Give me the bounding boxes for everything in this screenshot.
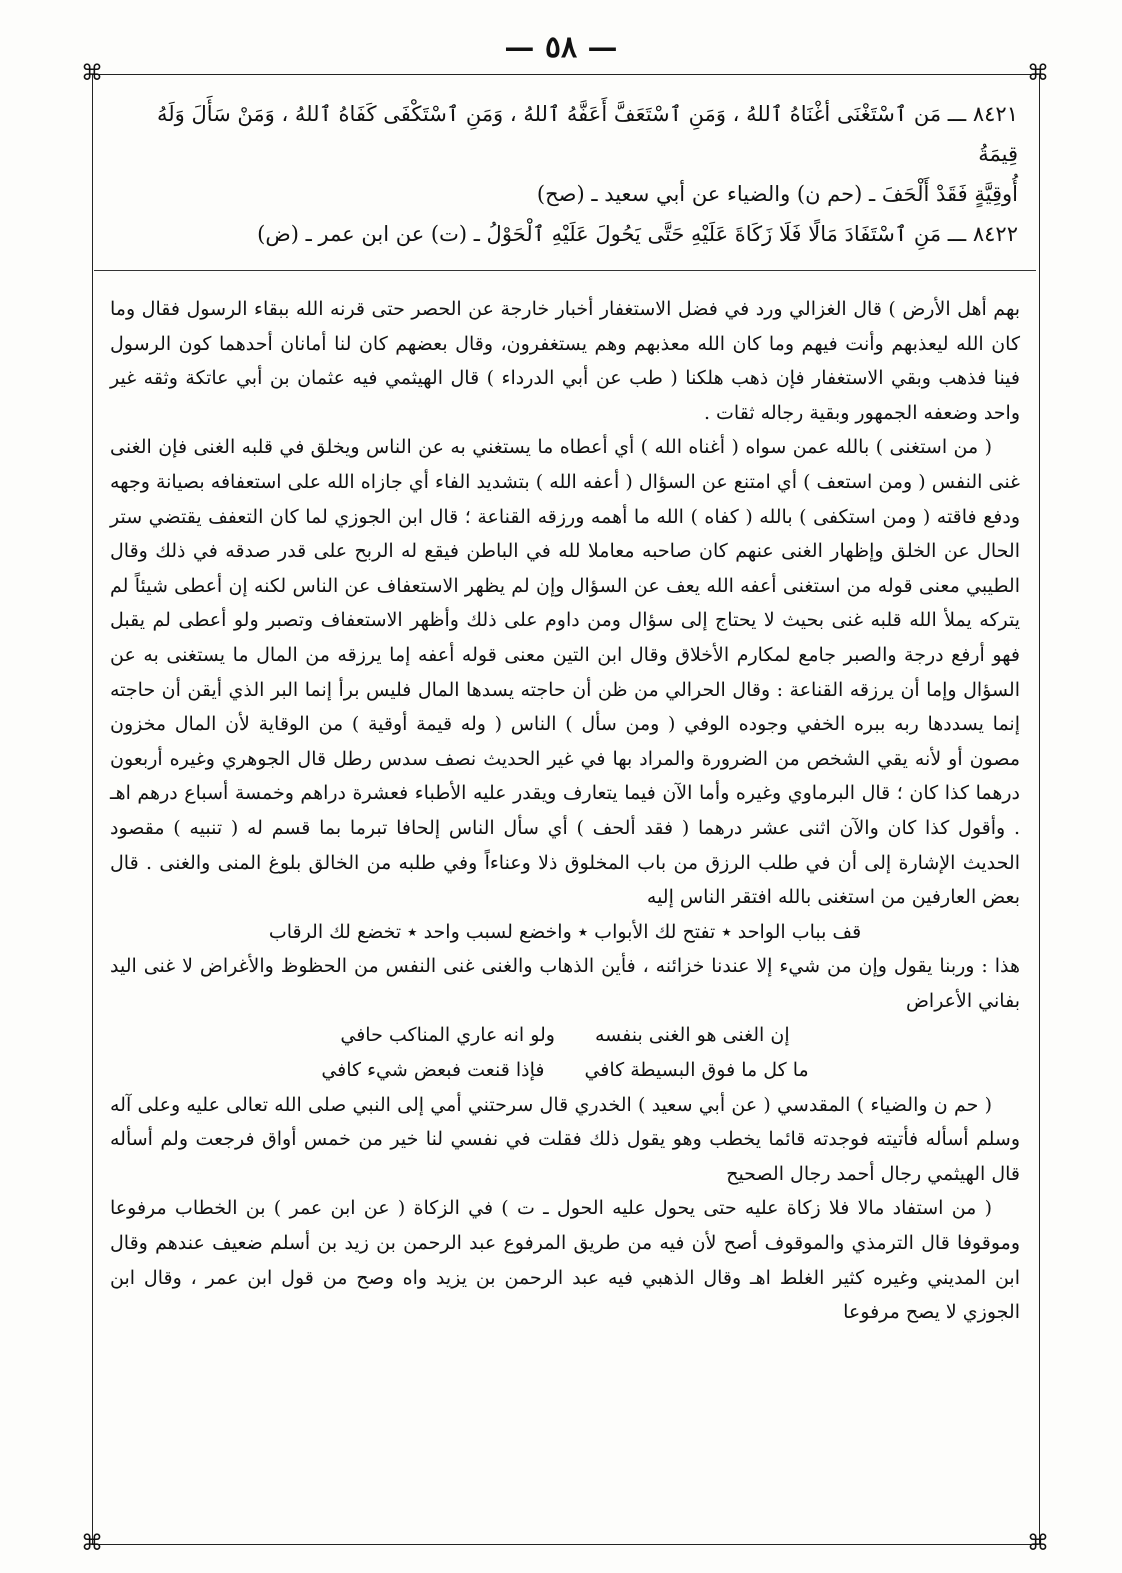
commentary-paragraph: بهم أهل الأرض ) قال الغزالي ورد في فضل الاستغفار أخبار خارجة عن الحصر حتى قرنه الله ببقاء الرسول فقال وما كان الله ليعذبهم وأنت فيهم وما كان الله معذبهم وهم يستغفرون، وقال بعضهم كان لنا أمانان أحدهما كون الرسول فينا فذهب وبقي الاستغفار فإن ذهب هلكنا ( طب عن أبي الدرداء ) قال الهيثمي فيه عثمان بن أبي عاتكة وثقه غير واحد وضعفه الجمهور وبقية رجاله ثقات . — [110, 298, 1020, 424]
ornament-icon: ⌘ — [1027, 61, 1049, 86]
poem-couplet — [110, 1018, 1020, 1053]
frame-top-line — [92, 74, 1038, 75]
ornament-icon: ⌘ — [1027, 1531, 1049, 1556]
page-number: — ٥٨ — — [504, 30, 618, 65]
poem-couplet — [110, 1053, 1020, 1088]
poem-hemistich: فإذا قنعت فبعض شيء كافي — [321, 1059, 545, 1082]
hadith-8421-line1: ٨٤٢١ ـــ مَن ٱسْتَغْنَى أغْنَاهُ ٱللهُ ، وَمَنِ ٱسْتَعَفَّ أَعَفَّهُ ٱللهُ ، وَمَنِ ٱسْتَكْفَى كَفَاهُ ٱللهُ ، وَمَنْ سَأَلَ وَلَهُ قِيمَةُ — [157, 102, 1018, 166]
hadith-8422-line1: ٨٤٢٢ ـــ مَنِ ٱسْتَفَادَ مَالًا فَلَا زَكَاةَ عَلَيْهِ حَتَّى يَحُولَ عَلَيْهِ ٱلْحَوْلُ ـ (ت) عن ابن عمر ـ (ض) — [257, 222, 1018, 246]
hadith-8421-line2: أُوقِيَّةٍ فَقَدْ أَلْحَفَ ـ (حم ن) والضياء عن أبي سعيد ـ (صح) — [536, 182, 1018, 206]
poem-hemistich: إن الغنى هو الغنى بنفسه — [595, 1024, 790, 1047]
commentary-section — [110, 292, 1020, 1330]
poem-hemistich: ولو انه عاري المناكب حافي — [340, 1024, 555, 1047]
frame-bottom-line — [92, 1544, 1038, 1545]
commentary-paragraph: ( من استفاد مالا فلا زكاة عليه حتى يحول عليه الحول ـ ت ) في الزكاة ( عن ابن عمر ) بن الخطاب مرفوعا وموقوفا قال الترمذي والموقوف أصح لأن فيه من طريق المرفوع عبد الرحمن بن زيد بن أسلم ضعيف عندهم وقال ابن المديني وغيره كثير الغلط اهـ وقال الذهبي فيه عبد الرحمن بن يزيد واه وصح من قول ابن عمر ، وقال ابن الجوزي لا يصح مرفوعا — [110, 1197, 1020, 1324]
commentary-paragraph: ( حم ن والضياء ) المقدسي ( عن أبي سعيد ) الخدري قال سرحتني أمي إلى النبي صلى الله تعالى عليه وعلى آله وسلم أسأله فأتيته فوجدته قائما يخطب وهو يقول ذلك فقلت في نفسي لنا خير من خمس أواق فرجعت ولم أسأله قال الهيثمي رجال أحمد رجال الصحيح — [110, 1093, 1020, 1185]
commentary-paragraph: ( من استغنى ) بالله عمن سواه ( أغناه الله ) أي أعطاه ما يستغني به عن الناس ويخلق في قلبه الغنى فإن الغنى غنى النفس ( ومن استعف ) أي امتنع عن السؤال ( أعفه الله ) بتشديد الفاء أي جازاه الله على استعفافه بصيانة وجهه ودفع فاقته ( ومن استكفى ) بالله ( كفاه ) الله ما أهمه ورزقه القناعة ؛ قال ابن الجوزي لما كان التعفف يقتضي ستر الحال عن الخلق وإظهار الغنى عنهم كان صاحبه معاملا لله في الباطن فيقع له الربح على قدر صدقه في ذلك وقال الطيبي معنى قوله من استغنى أعفه الله يعف عن السؤال وإن لم يظهر الاستعفاف عن الناس لكنه إن أعطى شيئاً لم يتركه يملأ الله قلبه غنى بحيث لا يحتاج إلى سؤال ومن داوم على ذلك وأظهر الاستعفاف وتصبر ولو أعطى لم يقبل فهو أرفع درجة والصبر جامع لمكارم الأخلاق وقال ابن التين معنى قوله أعفه إما يرزقه من المال ما يستغنى به عن السؤال وإما أن يرزقه القناعة : وقال الحرالي من ظن أن حاجته يسدها المال فليس برأ إنما البر الذي أيقن أن حاجته إنما يسددها ربه ببره الخفي وجوده الوفي ( ومن سأل ) الناس ( وله قيمة أوقية ) من الوقاية لأن المال مخزون مصون أو لأنه يقي الشخص من الضرورة والمراد بها في غير الحديث نصف سدس رطل قال الجوهري وغيره أربعون درهما كذا كان ؛ قال البرماوي وغيره وأما الآن فيما يتعارف ويقدر عليه الأطباء فعشرة دراهم وخمسة أسباع درهم اهـ . وأقول كذا كان والآن اثنى عشر درهما ( فقد ألحف ) أي سأل الناس إلحافا تبرما بما قسم له ( تنبيه ) مقصود الحديث الإشارة إلى أن في طلب الرزق من باب المخلوق ذلا وعناءاً وفي طلبه من الخالق بلوغ المنى والغنى . قال بعض العارفين من استغنى بالله افتقر الناس إليه — [110, 436, 1020, 909]
ornament-icon: ⌘ — [81, 61, 103, 86]
commentary-paragraph: هذا : وربنا يقول وإن من شيء إلا عندنا خزائنه ، فأين الذهاب والغنى غنى النفس من الحظوظ والأغراض لا غنى اليد بفاني الأعراض — [110, 955, 1020, 1012]
poem-verse: قف بباب الواحد ٭ تفتح لك الأبواب ٭ واخضع لسبب واحد ٭ تخضع لك الرقاب — [268, 920, 862, 943]
hadith-section — [112, 94, 1018, 254]
poem-hemistich: ما كل ما فوق البسيطة كافي — [584, 1059, 809, 1082]
ornament-icon: ⌘ — [81, 1531, 103, 1556]
section-divider — [94, 270, 1036, 271]
